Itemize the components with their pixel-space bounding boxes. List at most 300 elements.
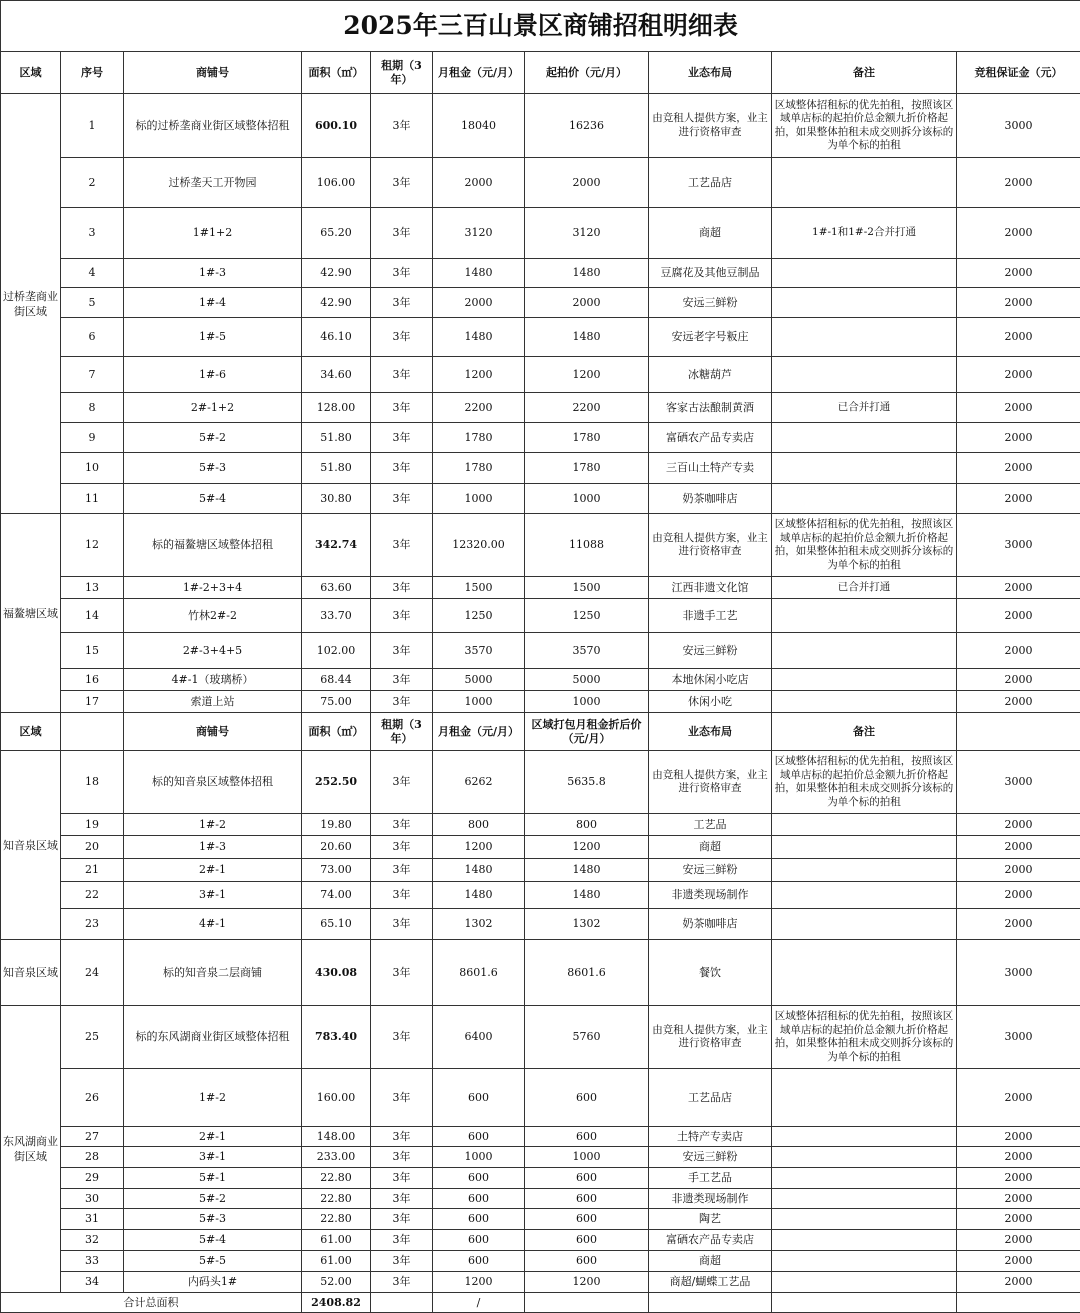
cell-start-price: 600 <box>525 1209 649 1230</box>
cell-business-type: 豆腐花及其他豆制品 <box>649 259 772 288</box>
cell-start-price: 2000 <box>525 288 649 318</box>
cell-start-price: 1000 <box>525 484 649 514</box>
cell-business-type: 奶茶咖啡店 <box>649 909 772 940</box>
cell-index: 27 <box>61 1127 124 1147</box>
cell-business-type: 本地休闲小吃店 <box>649 669 772 691</box>
table-row <box>1 882 1080 909</box>
cell-deposit: 2000 <box>957 1230 1080 1251</box>
cell-term: 3年 <box>371 669 433 691</box>
cell-area: 128.00 <box>302 393 371 423</box>
cell-start-price: 1000 <box>525 1147 649 1168</box>
cell-term: 3年 <box>371 1272 433 1293</box>
cell-remark <box>772 1230 957 1251</box>
cell-monthly-rent: 1000 <box>433 484 525 514</box>
cell-monthly-rent: 1780 <box>433 453 525 484</box>
cell-deposit: 2000 <box>957 577 1080 599</box>
table-row <box>1 1272 1080 1293</box>
table-row <box>1 357 1080 393</box>
table-row <box>1 423 1080 453</box>
cell-index: 6 <box>61 318 124 357</box>
table-row <box>1 814 1080 836</box>
cell-remark <box>772 1251 957 1272</box>
zone-cell: 知音泉区域 <box>1 940 61 1006</box>
cell-start-price: 1480 <box>525 259 649 288</box>
cell-monthly-rent: 3120 <box>433 208 525 259</box>
total-label: 合计总面积 <box>1 1293 302 1313</box>
cell-business-type: 江西非遗文化馆 <box>649 577 772 599</box>
cell-shop-no: 标的东风湖商业街区域整体招租 <box>124 1006 302 1069</box>
cell-remark <box>772 633 957 669</box>
cell-start-price: 1480 <box>525 882 649 909</box>
table-row <box>1 751 1080 814</box>
cell-index: 23 <box>61 909 124 940</box>
cell-business-type: 商超 <box>649 836 772 859</box>
table-row <box>1 1168 1080 1189</box>
cell-shop-no: 1#-3 <box>124 259 302 288</box>
cell-term: 3年 <box>371 94 433 158</box>
cell-deposit: 2000 <box>957 1127 1080 1147</box>
cell-area: 783.40 <box>302 1006 371 1069</box>
table-row <box>1 909 1080 940</box>
total-empty <box>957 1293 1080 1313</box>
cell-monthly-rent: 1480 <box>433 318 525 357</box>
cell-index: 32 <box>61 1230 124 1251</box>
cell-remark <box>772 669 957 691</box>
table-row <box>1 1189 1080 1209</box>
cell-index: 24 <box>61 940 124 1006</box>
cell-shop-no: 1#-4 <box>124 288 302 318</box>
table-row <box>1 1251 1080 1272</box>
total-row <box>1 1293 1080 1313</box>
cell-index: 12 <box>61 514 124 577</box>
cell-deposit: 3000 <box>957 94 1080 158</box>
cell-area: 160.00 <box>302 1069 371 1127</box>
cell-shop-no: 2#-1 <box>124 859 302 882</box>
cell-deposit: 2000 <box>957 691 1080 713</box>
cell-shop-no: 索道上站 <box>124 691 302 713</box>
cell-shop-no: 2#-3+4+5 <box>124 633 302 669</box>
cell-remark: 区域整体招租标的优先拍租，按照该区域单店标的起拍价总金额九折价格起拍，如果整体拍租未成交则拆分该标的为单个标的拍租 <box>772 1006 957 1069</box>
cell-deposit: 2000 <box>957 1069 1080 1127</box>
cell-remark <box>772 158 957 208</box>
cell-start-price: 11088 <box>525 514 649 577</box>
cell-monthly-rent: 1480 <box>433 259 525 288</box>
cell-remark <box>772 318 957 357</box>
header-cell: 起拍价（元/月） <box>525 52 649 94</box>
header-cell: 商铺号 <box>124 52 302 94</box>
cell-shop-no: 1#-2 <box>124 814 302 836</box>
cell-index: 21 <box>61 859 124 882</box>
table-row <box>1 1069 1080 1127</box>
cell-business-type: 奶茶咖啡店 <box>649 484 772 514</box>
total-empty <box>772 1293 957 1313</box>
cell-monthly-rent: 1500 <box>433 577 525 599</box>
cell-index: 26 <box>61 1069 124 1127</box>
cell-start-price: 5635.8 <box>525 751 649 814</box>
cell-monthly-rent: 600 <box>433 1209 525 1230</box>
cell-area: 51.80 <box>302 423 371 453</box>
cell-business-type: 安远老字号粄庄 <box>649 318 772 357</box>
cell-business-type: 由竞租人提供方案，业主进行资格审查 <box>649 751 772 814</box>
cell-deposit: 2000 <box>957 836 1080 859</box>
cell-business-type: 餐饮 <box>649 940 772 1006</box>
cell-shop-no: 5#-2 <box>124 1189 302 1209</box>
cell-start-price: 5000 <box>525 669 649 691</box>
cell-start-price: 1200 <box>525 357 649 393</box>
cell-deposit: 3000 <box>957 1006 1080 1069</box>
cell-term: 3年 <box>371 259 433 288</box>
cell-term: 3年 <box>371 1168 433 1189</box>
cell-business-type: 富硒农产品专卖店 <box>649 1230 772 1251</box>
cell-index: 2 <box>61 158 124 208</box>
header-cell: 备注 <box>772 713 957 751</box>
cell-remark <box>772 288 957 318</box>
cell-monthly-rent: 800 <box>433 814 525 836</box>
cell-shop-no: 1#-3 <box>124 836 302 859</box>
cell-deposit: 2000 <box>957 423 1080 453</box>
cell-business-type: 非遗类现场制作 <box>649 882 772 909</box>
cell-business-type: 客家古法酿制黄酒 <box>649 393 772 423</box>
cell-term: 3年 <box>371 484 433 514</box>
table-row <box>1 514 1080 577</box>
cell-monthly-rent: 12320.00 <box>433 514 525 577</box>
header-cell: 竞租保证金（元） <box>957 52 1080 94</box>
cell-shop-no: 1#-5 <box>124 318 302 357</box>
cell-shop-no: 1#-6 <box>124 357 302 393</box>
cell-term: 3年 <box>371 208 433 259</box>
header-row-2 <box>1 713 1080 751</box>
cell-monthly-rent: 600 <box>433 1189 525 1209</box>
cell-deposit: 2000 <box>957 633 1080 669</box>
cell-deposit: 2000 <box>957 1147 1080 1168</box>
cell-remark <box>772 453 957 484</box>
cell-area: 34.60 <box>302 357 371 393</box>
cell-area: 42.90 <box>302 288 371 318</box>
zone-cell: 知音泉区域 <box>1 751 61 940</box>
cell-start-price: 1500 <box>525 577 649 599</box>
cell-remark <box>772 859 957 882</box>
cell-monthly-rent: 2000 <box>433 158 525 208</box>
cell-start-price: 3120 <box>525 208 649 259</box>
cell-area: 73.00 <box>302 859 371 882</box>
cell-area: 51.80 <box>302 453 371 484</box>
cell-deposit: 2000 <box>957 357 1080 393</box>
total-empty <box>525 1293 649 1313</box>
cell-start-price: 1480 <box>525 859 649 882</box>
header-cell <box>61 713 124 751</box>
cell-monthly-rent: 2000 <box>433 288 525 318</box>
cell-start-price: 1250 <box>525 599 649 633</box>
cell-shop-no: 1#1+2 <box>124 208 302 259</box>
cell-deposit: 2000 <box>957 1272 1080 1293</box>
cell-shop-no: 5#-2 <box>124 423 302 453</box>
cell-deposit: 2000 <box>957 208 1080 259</box>
cell-monthly-rent: 1302 <box>433 909 525 940</box>
cell-monthly-rent: 600 <box>433 1230 525 1251</box>
cell-business-type: 陶艺 <box>649 1209 772 1230</box>
cell-index: 34 <box>61 1272 124 1293</box>
header-cell: 区域 <box>1 713 61 751</box>
cell-term: 3年 <box>371 514 433 577</box>
cell-start-price: 600 <box>525 1230 649 1251</box>
cell-shop-no: 竹林2#-2 <box>124 599 302 633</box>
cell-term: 3年 <box>371 882 433 909</box>
cell-remark <box>772 1069 957 1127</box>
cell-term: 3年 <box>371 357 433 393</box>
cell-remark: 区域整体招租标的优先拍租，按照该区域单店标的起拍价总金额九折价格起拍，如果整体拍租未成交则拆分该标的为单个标的拍租 <box>772 751 957 814</box>
cell-term: 3年 <box>371 577 433 599</box>
cell-shop-no: 5#-5 <box>124 1251 302 1272</box>
cell-area: 600.10 <box>302 94 371 158</box>
cell-area: 46.10 <box>302 318 371 357</box>
cell-area: 75.00 <box>302 691 371 713</box>
cell-index: 29 <box>61 1168 124 1189</box>
cell-shop-no: 4#-1 <box>124 909 302 940</box>
cell-term: 3年 <box>371 909 433 940</box>
cell-index: 13 <box>61 577 124 599</box>
cell-monthly-rent: 1250 <box>433 599 525 633</box>
cell-term: 3年 <box>371 633 433 669</box>
cell-deposit: 2000 <box>957 859 1080 882</box>
cell-area: 52.00 <box>302 1272 371 1293</box>
cell-index: 33 <box>61 1251 124 1272</box>
cell-index: 9 <box>61 423 124 453</box>
cell-index: 10 <box>61 453 124 484</box>
cell-shop-no: 5#-1 <box>124 1168 302 1189</box>
cell-remark <box>772 1147 957 1168</box>
cell-area: 68.44 <box>302 669 371 691</box>
cell-area: 19.80 <box>302 814 371 836</box>
cell-start-price: 3570 <box>525 633 649 669</box>
cell-term: 3年 <box>371 1251 433 1272</box>
cell-area: 102.00 <box>302 633 371 669</box>
table-row <box>1 208 1080 259</box>
zone-cell: 东风湖商业街区域 <box>1 1006 61 1293</box>
cell-index: 16 <box>61 669 124 691</box>
cell-term: 3年 <box>371 318 433 357</box>
cell-remark <box>772 599 957 633</box>
header-cell: 区域 <box>1 52 61 94</box>
cell-deposit: 2000 <box>957 599 1080 633</box>
cell-remark: 已合并打通 <box>772 393 957 423</box>
cell-deposit: 2000 <box>957 158 1080 208</box>
cell-shop-no: 4#-1（玻璃桥） <box>124 669 302 691</box>
cell-monthly-rent: 1200 <box>433 836 525 859</box>
cell-area: 61.00 <box>302 1230 371 1251</box>
cell-remark <box>772 1209 957 1230</box>
cell-deposit: 2000 <box>957 1189 1080 1209</box>
cell-term: 3年 <box>371 1147 433 1168</box>
cell-deposit: 2000 <box>957 1251 1080 1272</box>
cell-term: 3年 <box>371 423 433 453</box>
cell-index: 1 <box>61 94 124 158</box>
cell-monthly-rent: 2200 <box>433 393 525 423</box>
cell-monthly-rent: 600 <box>433 1127 525 1147</box>
cell-term: 3年 <box>371 859 433 882</box>
cell-start-price: 600 <box>525 1189 649 1209</box>
cell-remark <box>772 909 957 940</box>
cell-area: 22.80 <box>302 1168 371 1189</box>
cell-shop-no: 5#-4 <box>124 1230 302 1251</box>
cell-area: 20.60 <box>302 836 371 859</box>
cell-deposit: 2000 <box>957 1168 1080 1189</box>
cell-area: 106.00 <box>302 158 371 208</box>
cell-area: 65.20 <box>302 208 371 259</box>
cell-deposit: 2000 <box>957 393 1080 423</box>
cell-index: 5 <box>61 288 124 318</box>
cell-remark <box>772 1272 957 1293</box>
cell-term: 3年 <box>371 393 433 423</box>
table-row <box>1 453 1080 484</box>
table-row <box>1 1147 1080 1168</box>
cell-area: 148.00 <box>302 1127 371 1147</box>
cell-index: 8 <box>61 393 124 423</box>
cell-start-price: 16236 <box>525 94 649 158</box>
cell-business-type: 工艺品 <box>649 814 772 836</box>
cell-start-price: 600 <box>525 1168 649 1189</box>
cell-start-price: 1780 <box>525 453 649 484</box>
table-row <box>1 940 1080 1006</box>
cell-remark: 1#-1和1#-2合并打通 <box>772 208 957 259</box>
cell-remark <box>772 259 957 288</box>
cell-term: 3年 <box>371 1230 433 1251</box>
header-cell: 备注 <box>772 52 957 94</box>
header-cell: 业态布局 <box>649 52 772 94</box>
cell-shop-no: 标的福鳌塘区域整体招租 <box>124 514 302 577</box>
cell-index: 22 <box>61 882 124 909</box>
cell-monthly-rent: 1200 <box>433 357 525 393</box>
cell-monthly-rent: 3570 <box>433 633 525 669</box>
cell-area: 252.50 <box>302 751 371 814</box>
cell-area: 33.70 <box>302 599 371 633</box>
cell-business-type: 安远三鲜粉 <box>649 859 772 882</box>
cell-monthly-rent: 1200 <box>433 1272 525 1293</box>
cell-monthly-rent: 6400 <box>433 1006 525 1069</box>
table-row <box>1 859 1080 882</box>
cell-shop-no: 标的过桥垄商业街区域整体招租 <box>124 94 302 158</box>
table-row <box>1 669 1080 691</box>
cell-start-price: 2000 <box>525 158 649 208</box>
table-row <box>1 691 1080 713</box>
cell-business-type: 由竞租人提供方案，业主进行资格审查 <box>649 514 772 577</box>
cell-term: 3年 <box>371 1189 433 1209</box>
cell-business-type: 安远三鲜粉 <box>649 288 772 318</box>
cell-term: 3年 <box>371 453 433 484</box>
cell-index: 4 <box>61 259 124 288</box>
cell-start-price: 1000 <box>525 691 649 713</box>
cell-shop-no: 3#-1 <box>124 1147 302 1168</box>
header-row <box>1 52 1080 94</box>
table-row <box>1 318 1080 357</box>
cell-deposit: 2000 <box>957 1209 1080 1230</box>
cell-start-price: 600 <box>525 1127 649 1147</box>
cell-remark <box>772 423 957 453</box>
cell-remark <box>772 357 957 393</box>
header-cell: 月租金（元/月） <box>433 52 525 94</box>
cell-remark <box>772 1189 957 1209</box>
table-row <box>1 288 1080 318</box>
cell-deposit: 2000 <box>957 669 1080 691</box>
cell-area: 30.80 <box>302 484 371 514</box>
cell-index: 3 <box>61 208 124 259</box>
cell-index: 18 <box>61 751 124 814</box>
cell-index: 11 <box>61 484 124 514</box>
cell-index: 28 <box>61 1147 124 1168</box>
cell-remark <box>772 484 957 514</box>
table-row <box>1 633 1080 669</box>
cell-index: 31 <box>61 1209 124 1230</box>
cell-monthly-rent: 600 <box>433 1069 525 1127</box>
cell-monthly-rent: 1780 <box>433 423 525 453</box>
table-row <box>1 158 1080 208</box>
header-cell <box>957 713 1080 751</box>
header-cell: 月租金（元/月） <box>433 713 525 751</box>
cell-business-type: 三百山土特产专卖 <box>649 453 772 484</box>
cell-area: 22.80 <box>302 1189 371 1209</box>
table-row <box>1 836 1080 859</box>
header-cell: 区域打包月租金折后价（元/月） <box>525 713 649 751</box>
cell-start-price: 600 <box>525 1251 649 1272</box>
total-mark: / <box>433 1293 525 1313</box>
cell-business-type: 由竞租人提供方案，业主进行资格审查 <box>649 1006 772 1069</box>
cell-term: 3年 <box>371 814 433 836</box>
cell-deposit: 2000 <box>957 318 1080 357</box>
cell-remark <box>772 1127 957 1147</box>
cell-deposit: 2000 <box>957 288 1080 318</box>
cell-business-type: 非遗手工艺 <box>649 599 772 633</box>
header-cell: 面积（㎡） <box>302 52 371 94</box>
cell-business-type: 土特产专卖店 <box>649 1127 772 1147</box>
cell-remark: 区域整体招租标的优先拍租，按照该区域单店标的起拍价总金额九折价格起拍，如果整体拍租未成交则拆分该标的为单个标的拍租 <box>772 94 957 158</box>
cell-deposit: 2000 <box>957 882 1080 909</box>
total-area: 2408.82 <box>302 1293 371 1313</box>
cell-term: 3年 <box>371 940 433 1006</box>
cell-deposit: 3000 <box>957 514 1080 577</box>
cell-remark <box>772 1168 957 1189</box>
cell-term: 3年 <box>371 158 433 208</box>
table-row <box>1 259 1080 288</box>
cell-monthly-rent: 18040 <box>433 94 525 158</box>
cell-monthly-rent: 1000 <box>433 1147 525 1168</box>
cell-term: 3年 <box>371 1127 433 1147</box>
table-row <box>1 599 1080 633</box>
cell-area: 233.00 <box>302 1147 371 1168</box>
cell-start-price: 2200 <box>525 393 649 423</box>
cell-area: 63.60 <box>302 577 371 599</box>
cell-area: 61.00 <box>302 1251 371 1272</box>
cell-remark <box>772 940 957 1006</box>
cell-business-type: 安远三鲜粉 <box>649 1147 772 1168</box>
cell-shop-no: 2#-1 <box>124 1127 302 1147</box>
total-empty <box>649 1293 772 1313</box>
cell-start-price: 5760 <box>525 1006 649 1069</box>
cell-monthly-rent: 1480 <box>433 882 525 909</box>
cell-term: 3年 <box>371 288 433 318</box>
cell-area: 42.90 <box>302 259 371 288</box>
cell-shop-no: 2#-1+2 <box>124 393 302 423</box>
table-row <box>1 1230 1080 1251</box>
cell-start-price: 1780 <box>525 423 649 453</box>
cell-monthly-rent: 600 <box>433 1168 525 1189</box>
zone-cell: 过桥垄商业街区域 <box>1 94 61 514</box>
table-row <box>1 1006 1080 1069</box>
cell-remark <box>772 814 957 836</box>
cell-remark <box>772 882 957 909</box>
table-row <box>1 94 1080 158</box>
cell-shop-no: 3#-1 <box>124 882 302 909</box>
cell-business-type: 商超 <box>649 208 772 259</box>
cell-business-type: 休闲小吃 <box>649 691 772 713</box>
